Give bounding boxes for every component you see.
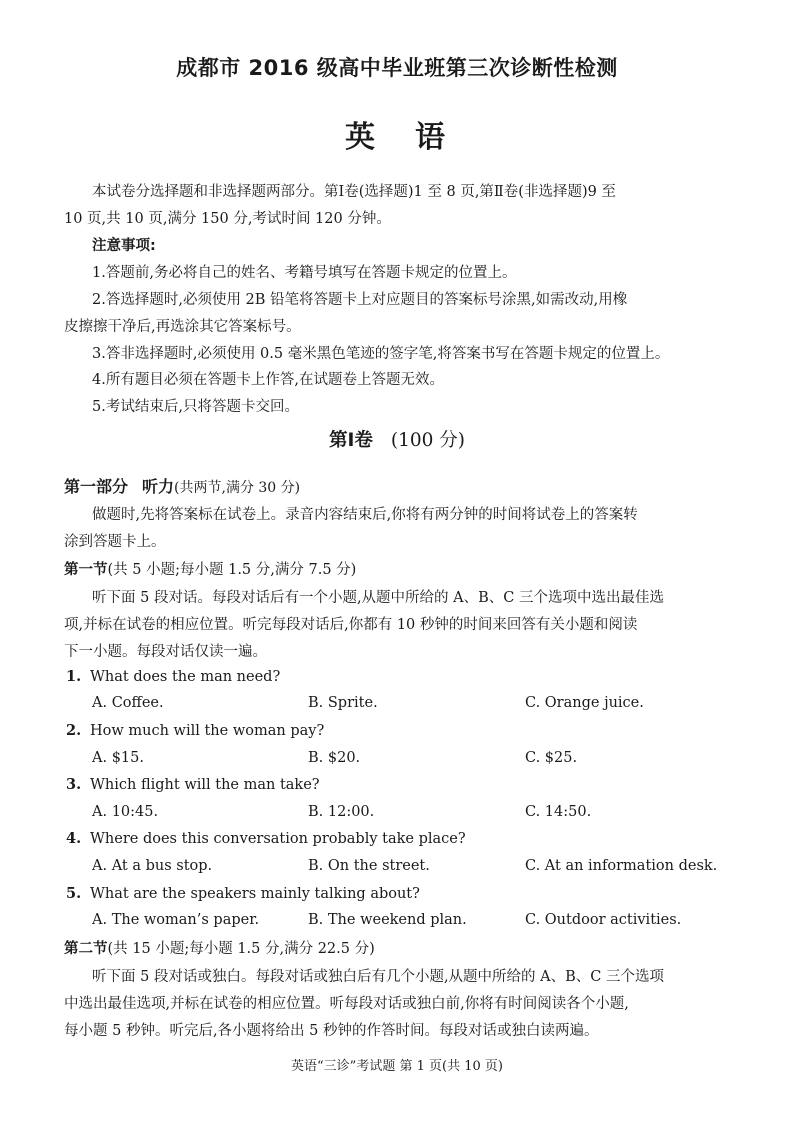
subject-char-1: 英	[345, 120, 379, 155]
note-item-1: 1.答题前,务必将自己的姓名、考籍号填写在答题卡规定的位置上。	[92, 265, 517, 281]
part-topic: 听力	[142, 477, 175, 496]
question-2-option-a: A. $15.	[92, 750, 144, 766]
exam-title: 成都市 2016 级高中毕业班第三次诊断性检测	[176, 56, 618, 80]
part-instruction-2: 涂到答题卡上。	[64, 534, 166, 550]
question-4-option-a: A. At a bus stop.	[92, 858, 213, 874]
question-2-option-b: B. $20.	[308, 750, 361, 766]
question-1-option-a: A. Coffee.	[92, 695, 164, 711]
question-number: 4.	[66, 830, 82, 847]
question-2	[66, 722, 324, 739]
question-5	[66, 885, 420, 902]
question-text: Which flight will the man take?	[90, 777, 320, 793]
notes-heading: 注意事项:	[92, 238, 156, 254]
note-item-2: 2.答选择题时,必须使用 2B 铅笔将答题卡上对应题目的答案标号涂黑,如需改动,用橡	[92, 292, 628, 308]
question-3	[66, 776, 320, 793]
question-text: Where does this conversation probably take place?	[90, 831, 466, 847]
section-1-title: 第一节	[64, 562, 108, 578]
section-2-note: (共 15 小题;每小题 1.5 分,满分 22.5 分)	[107, 941, 375, 957]
question-number: 5.	[66, 885, 82, 902]
intro-line-1: 本试卷分选择题和非选择题两部分。第Ⅰ卷(选择题)1 至 8 页,第Ⅱ卷(非选择题)9 至	[92, 184, 616, 200]
question-3-option-a: A. 10:45.	[92, 804, 159, 820]
question-1	[66, 668, 280, 685]
section-1-note: (共 5 小题;每小题 1.5 分,满分 7.5 分)	[107, 562, 357, 578]
question-3-option-c: C. 14:50.	[525, 804, 592, 820]
subject-char-2: 语	[415, 120, 449, 155]
question-4	[66, 830, 466, 847]
section-2-instruction-1: 听下面 5 段对话或独白。每段对话或独白后有几个小题,从题中所给的 A、B、C 三个选项	[92, 969, 664, 985]
section-1-heading	[64, 560, 744, 580]
question-2-option-c: C. $25.	[525, 750, 578, 766]
question-text: How much will the woman pay?	[90, 723, 325, 739]
note-item-5: 5.考试结束后,只将答题卡交回。	[92, 399, 299, 415]
section-1-instruction-3: 下一小题。每段对话仅读一遍。	[64, 644, 267, 660]
note-item-4: 4.所有题目必须在答题卡上作答,在试题卷上答题无效。	[92, 372, 444, 388]
intro-line-2: 10 页,共 10 页,满分 150 分,考试时间 120 分钟。	[64, 211, 391, 227]
question-number: 3.	[66, 776, 82, 793]
question-5-option-b: B. The weekend plan.	[308, 912, 467, 928]
section-1-instruction-1: 听下面 5 段对话。每段对话后有一个小题,从题中所给的 A、B、C 三个选项中选出最佳选	[92, 590, 664, 606]
question-text: What does the man need?	[90, 669, 281, 685]
section-2-heading	[64, 939, 744, 959]
question-1-option-b: B. Sprite.	[308, 695, 378, 711]
question-4-option-c: C. At an information desk.	[525, 858, 718, 874]
volume-heading	[0, 426, 794, 452]
question-5-option-c: C. Outdoor activities.	[525, 912, 682, 928]
question-number: 2.	[66, 722, 82, 739]
question-text: What are the speakers mainly talking about?	[90, 886, 420, 902]
question-number: 1.	[66, 668, 82, 685]
part-heading	[64, 474, 300, 497]
page-footer: 英语“三诊”考试题 第 1 页(共 10 页)	[291, 1059, 503, 1074]
section-2-title: 第二节	[64, 941, 108, 957]
volume-score: (100 分)	[390, 430, 466, 451]
question-4-option-b: B. On the street.	[308, 858, 430, 874]
section-2-instruction-3: 每小题 5 秒钟。听完后,各小题将给出 5 秒钟的作答时间。每段对话或独白读两遍。	[64, 1023, 599, 1039]
question-5-option-a: A. The woman’s paper.	[92, 912, 260, 928]
part-note: (共两节,满分 30 分)	[174, 480, 301, 496]
section-1-instruction-2: 项,并标在试卷的相应位置。听完每段对话后,你都有 10 秒钟的时间来回答有关小题和阅读	[64, 617, 638, 633]
note-item-2-cont: 皮擦擦干净后,再选涂其它答案标号。	[64, 319, 301, 335]
part-name: 第一部分	[64, 477, 129, 496]
question-3-option-b: B. 12:00.	[308, 804, 375, 820]
subject-title	[0, 112, 794, 156]
section-2-instruction-2: 中选出最佳选项,并标在试卷的相应位置。听每段对话或独白前,你将有时间阅读各个小题,	[64, 996, 629, 1012]
volume-title: 第Ⅰ卷	[328, 430, 373, 451]
part-instruction-1: 做题时,先将答案标在试卷上。录音内容结束后,你将有两分钟的时间将试卷上的答案转	[92, 507, 638, 523]
note-item-3: 3.答非选择题时,必须使用 0.5 毫米黑色笔迹的签字笔,将答案书写在答题卡规定的位置上。	[92, 346, 670, 362]
question-1-option-c: C. Orange juice.	[525, 695, 644, 711]
